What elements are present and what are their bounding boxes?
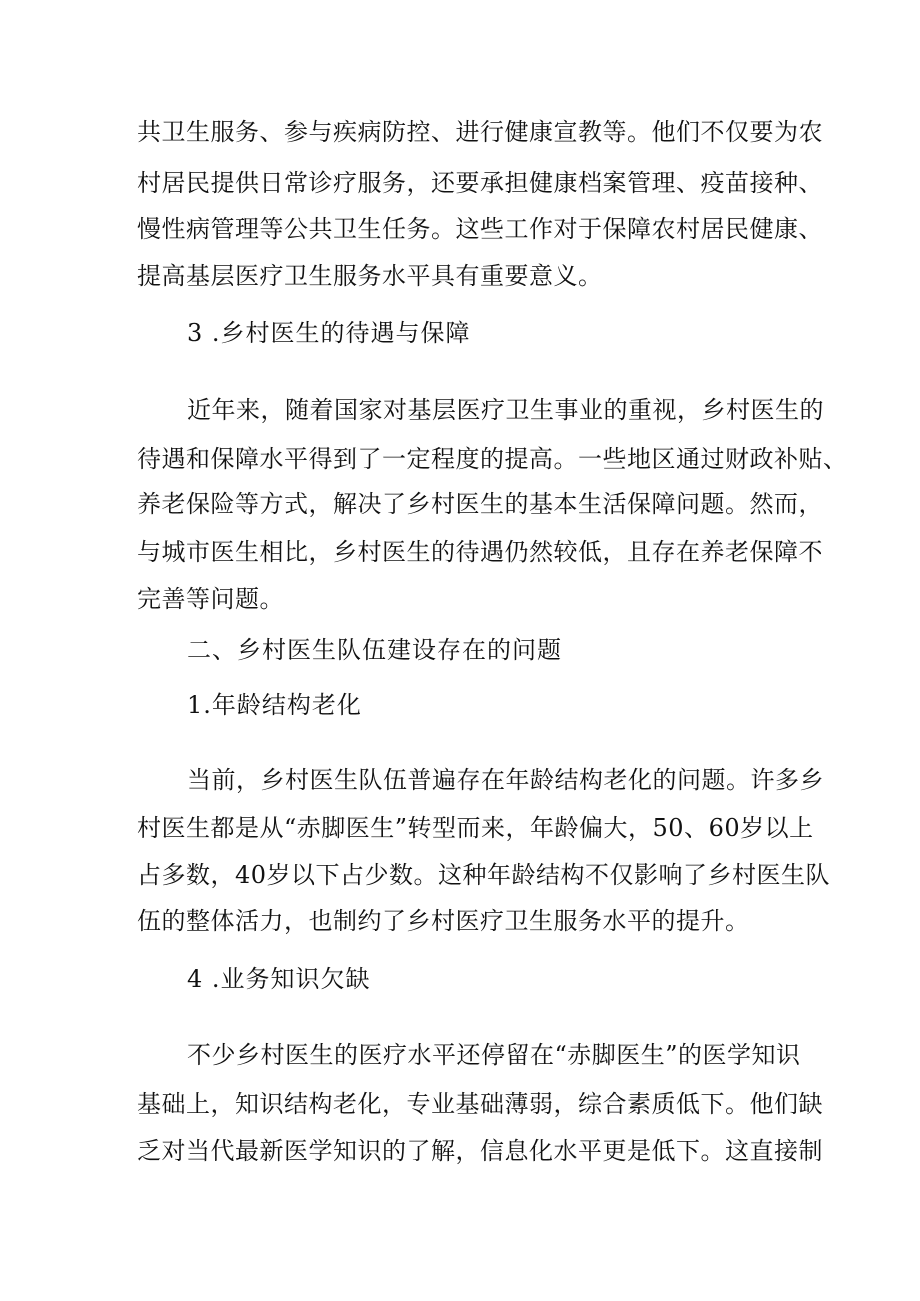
paragraph-3-line-3: 占多数，40岁以下占少数。这种年龄结构不仅影响了乡村医生队 <box>137 861 831 889</box>
paragraph-2-line-3: 养老保险等方式，解决了乡村医生的基本生活保障问题。然而， <box>137 490 823 518</box>
subheading-1: 1.年龄结构老化 <box>187 691 362 719</box>
paragraph-2-line-2: 待遇和保障水平得到了一定程度的提高。一些地区通过财政补贴、 <box>137 445 848 473</box>
section-2-title: 二、乡村医生队伍建设存在的问题 <box>187 636 562 664</box>
paragraph-1-line-2: 村居民提供日常诊疗服务，还要承担健康档案管理、疫苗接种、 <box>137 169 823 197</box>
paragraph-3-line-4: 伍的整体活力，也制约了乡村医疗卫生服务水平的提升。 <box>137 907 750 935</box>
paragraph-4-line-3: 乏对当代最新医学知识的了解，信息化水平更是低下。这直接制 <box>137 1137 823 1165</box>
paragraph-4-line-2: 基础上，知识结构老化，专业基础薄弱，综合素质低下。他们缺 <box>137 1090 823 1118</box>
paragraph-4-line-1: 不少乡村医生的医疗水平还停留在“赤脚医生”的医学知识 <box>187 1041 801 1069</box>
subheading-3: 3 .乡村医生的待遇与保障 <box>187 319 471 347</box>
paragraph-2-line-4: 与城市医生相比，乡村医生的待遇仍然较低，且存在养老保障不 <box>137 538 823 566</box>
subheading-4: 4 .业务知识欠缺 <box>187 965 371 993</box>
paragraph-2-line-1: 近年来，随着国家对基层医疗卫生事业的重视，乡村医生的 <box>187 396 824 424</box>
paragraph-3-line-2: 村医生都是从“赤脚医生”转型而来，年龄偏大，50、60岁以上 <box>137 814 814 842</box>
paragraph-3-line-1: 当前，乡村医生队伍普遍存在年龄结构老化的问题。许多乡 <box>187 766 824 794</box>
paragraph-1-line-3: 慢性病管理等公共卫生任务。这些工作对于保障农村居民健康、 <box>137 215 823 243</box>
paragraph-2-line-5: 完善等问题。 <box>137 585 284 613</box>
paragraph-1-line-1: 共卫生服务、参与疾病防控、进行健康宣教等。他们不仅要为农 <box>137 118 823 146</box>
paragraph-1-line-4: 提高基层医疗卫生服务水平具有重要意义。 <box>137 262 603 290</box>
